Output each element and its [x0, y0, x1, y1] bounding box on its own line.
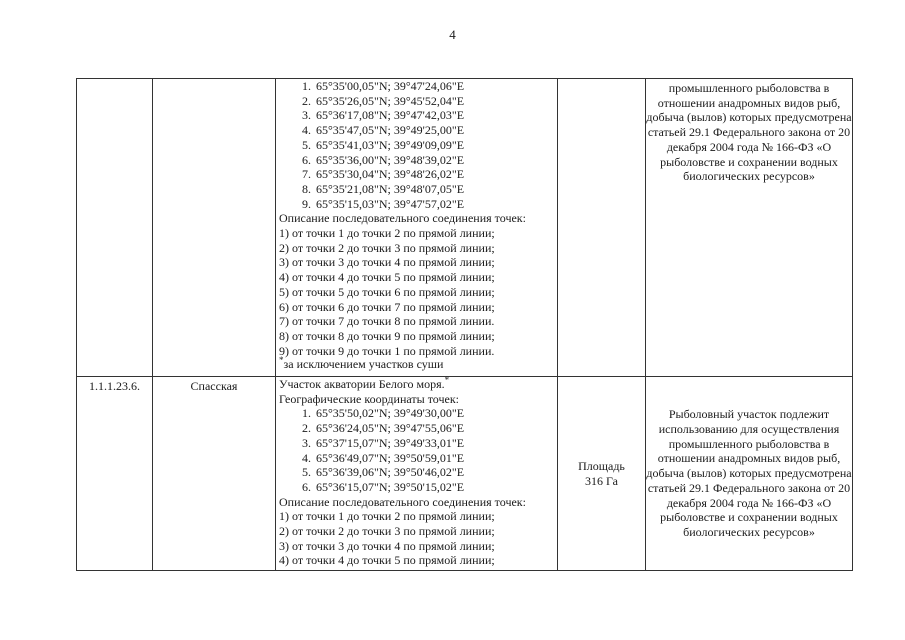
connection-line: 2) от точки 2 до точки 3 по прямой линии; — [279, 240, 495, 255]
table-row — [77, 79, 853, 377]
coordinate-point: 5. 65°36'39,06"N; 39°50'46,02"E — [314, 465, 557, 480]
area-name: Спасская — [153, 377, 276, 571]
connection-line: 2) от точки 2 до точки 3 по прямой линии; — [279, 524, 495, 539]
coordinate-point: 6. 65°35'36,00"N; 39°48'39,02"E — [314, 153, 557, 168]
usage-note: промышленного рыболовства в отношении анадромных видов рыб, добыча (вылов) которых предусмотрена статьей 29.1 Федерального закона от 20 декабря 2004 года № 166-ФЗ «О рыболовстве и сохранении водных биологических ресурсов» — [646, 79, 853, 377]
coords-heading: Географические координаты точек: — [279, 391, 459, 406]
connection-line: 3) от точки 3 до точки 4 по прямой линии; — [279, 538, 495, 553]
connection-line: 9) от точки 9 до точки 1 по прямой линии. — [279, 343, 495, 358]
page-number: 4 — [449, 27, 456, 42]
coordinate-point: 7. 65°35'30,04"N; 39°48'26,02"E — [314, 167, 557, 182]
connection-line: 6) от точки 6 до точки 7 по прямой линии; — [279, 299, 495, 314]
coordinate-point: 3. 65°37'15,07"N; 39°49'33,01"E — [314, 436, 557, 451]
connection-line: 5) от точки 5 до точки 6 по прямой линии; — [279, 284, 495, 299]
area-label: Площадь — [578, 458, 625, 473]
connection-line: 4) от точки 4 до точки 5 по прямой линии; — [279, 270, 495, 285]
row-number: 1.1.1.23.6. — [77, 377, 153, 571]
connection-line: 1) от точки 1 до точки 2 по прямой линии; — [279, 509, 495, 524]
coordinate-point: 2. 65°36'24,05"N; 39°47'55,06"E — [314, 421, 557, 436]
connection-line: 4) от точки 4 до точки 5 по прямой линии; — [279, 553, 495, 568]
coordinate-point: 6. 65°36'15,07"N; 39°50'15,02"E — [314, 480, 557, 495]
connection-heading: Описание последовательного соединения точек: — [279, 494, 526, 509]
coordinate-point: 1. 65°35'00,05"N; 39°47'24,06"E — [314, 79, 557, 94]
boundary-description — [276, 377, 558, 571]
coordinate-point: 9. 65°35'15,03"N; 39°47'57,02"E — [314, 197, 557, 212]
connection-line: 7) от точки 7 до точки 8 по прямой линии. — [279, 314, 495, 329]
area-size — [558, 377, 646, 571]
footnote-mark: * — [279, 355, 284, 366]
connection-line: 1) от точки 1 до точки 2 по прямой линии; — [279, 226, 495, 241]
coordinate-list — [279, 79, 557, 211]
area-name — [153, 79, 276, 377]
footnote-mark: * — [444, 375, 450, 385]
footnote — [279, 357, 557, 372]
coordinate-point: 2. 65°35'26,05"N; 39°45'52,04"E — [314, 94, 557, 109]
water-area-title: Участок акватории Белого моря.* — [279, 375, 450, 391]
connection-line: 3) от точки 3 до точки 4 по прямой линии; — [279, 255, 495, 270]
usage-note: Рыболовный участок подлежит использованию для осуществления промышленного рыболовства в отношении анадромных видов рыб, добыча (вылов) которых предусмотрена статьей 29.1 Федерального закона от 20 декабря 2004 года № 166-ФЗ «О рыболовстве и сохранении водных биологических ресурсов» — [646, 377, 853, 571]
area-value: 316 Га — [585, 473, 618, 488]
table-row — [77, 377, 853, 571]
boundary-description — [276, 79, 558, 377]
coordinate-point: 5. 65°35'41,03"N; 39°49'09,09"E — [314, 138, 557, 153]
coordinate-list — [279, 406, 557, 494]
coordinate-point: 4. 65°36'49,07"N; 39°50'59,01"E — [314, 451, 557, 466]
area-size — [558, 79, 646, 377]
connection-heading: Описание последовательного соединения точек: — [279, 211, 526, 226]
connection-line: 8) от точки 8 до точки 9 по прямой линии; — [279, 328, 495, 343]
footnote-text: за исключением участков суши — [283, 357, 444, 372]
coordinate-point: 1. 65°35'50,02"N; 39°49'30,00"E — [314, 406, 557, 421]
coordinate-point: 8. 65°35'21,08"N; 39°48'07,05"E — [314, 182, 557, 197]
row-number — [77, 79, 153, 377]
fishing-areas-table — [76, 78, 853, 571]
coordinate-point: 4. 65°35'47,05"N; 39°49'25,00"E — [314, 123, 557, 138]
coordinate-point: 3. 65°36'17,08"N; 39°47'42,03"E — [314, 108, 557, 123]
